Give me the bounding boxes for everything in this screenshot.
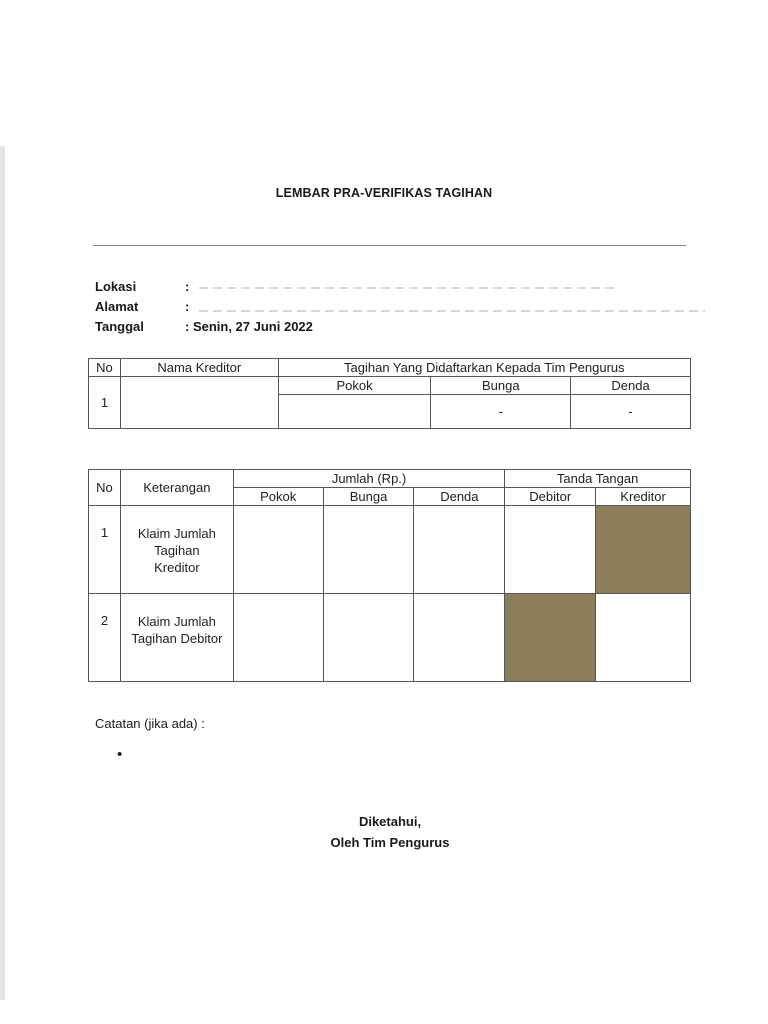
t2-header-debitor: Debitor: [505, 488, 596, 506]
ack-line1: Diketahui,: [358, 814, 422, 829]
t1-header-nama-kreditor: Nama Kreditor: [120, 359, 278, 377]
tanggal-label: Tanggal: [95, 319, 144, 334]
t1-header-pokok: Pokok: [278, 377, 431, 395]
t2-header-bunga: Bunga: [323, 488, 414, 506]
lokasi-label: Lokasi: [95, 279, 137, 294]
t2-header-pokok: Pokok: [233, 488, 323, 506]
acknowledgement: [0, 811, 768, 853]
t2-header-no: No: [89, 470, 121, 506]
t2-row1-denda: [414, 506, 505, 594]
t1-row-bunga: -: [431, 395, 571, 429]
t2-row2-debitor-signature-block: [505, 594, 596, 682]
t2-row2-kreditor-signature: [596, 594, 691, 682]
notes-bullet: •: [117, 746, 123, 763]
t2-row2-denda: [414, 594, 505, 682]
t2-row1-pokok: [233, 506, 323, 594]
alamat-redacted-value: [199, 310, 705, 312]
t1-row-no: 1: [89, 377, 121, 429]
t1-header-no: No: [89, 359, 121, 377]
alamat-label: Alamat: [95, 299, 139, 314]
t2-header-tanda-tangan: Tanda Tangan: [505, 470, 691, 488]
t1-header-group: Tagihan Yang Didaftarkan Kepada Tim Pengurus: [278, 359, 690, 377]
notes-label: Catatan (jika ada) :: [95, 716, 205, 731]
document-title: LEMBAR PRA-VERIFIKAS TAGIHAN: [275, 186, 493, 200]
alamat-row: [95, 299, 189, 314]
t1-row-pokok: [278, 395, 431, 429]
t2-header-jumlah: Jumlah (Rp.): [233, 470, 504, 488]
tanggal-row: [95, 319, 313, 334]
t2-header-keterangan: Keterangan: [120, 470, 233, 506]
title-divider: [93, 245, 686, 246]
t2-row1-kreditor-signature-block: [596, 506, 691, 594]
t1-row-denda: -: [571, 395, 691, 429]
t2-row2-no: 2: [89, 594, 121, 682]
t2-header-denda: Denda: [414, 488, 505, 506]
table-row: [89, 506, 691, 594]
table-row: [89, 594, 691, 682]
tanggal-value: : Senin, 27 Juni 2022: [185, 319, 313, 334]
t2-row1-no: 1: [89, 506, 121, 594]
t2-row1-keterangan-line2: Tagihan: [154, 543, 200, 558]
t2-row1-keterangan-line3: Kreditor: [154, 560, 200, 575]
ack-line2: Oleh Tim Pengurus: [330, 835, 450, 850]
t1-header-bunga: Bunga: [431, 377, 571, 395]
t1-header-denda: Denda: [571, 377, 691, 395]
t2-row1-debitor-signature: [505, 506, 596, 594]
t2-row2-keterangan-line2: Tagihan Debitor: [131, 631, 223, 646]
t2-row2-keterangan: [120, 594, 233, 682]
alamat-sep: :: [185, 299, 190, 314]
t2-row2-bunga: [323, 594, 414, 682]
lokasi-row: [95, 279, 189, 294]
t1-row-nama-kreditor-redacted: [120, 377, 278, 429]
t2-row2-keterangan-line1: Klaim Jumlah: [137, 614, 216, 629]
t2-header-kreditor: Kreditor: [596, 488, 691, 506]
verification-table: [88, 469, 691, 682]
lokasi-sep: :: [185, 279, 190, 294]
lokasi-redacted-value: [199, 287, 619, 289]
t2-row1-keterangan: [120, 506, 233, 594]
t2-row2-pokok: [233, 594, 323, 682]
creditor-claims-table: [88, 358, 691, 429]
page-left-edge: [0, 146, 5, 1000]
t2-row1-keterangan-line1: Klaim Jumlah: [137, 526, 216, 541]
t2-row1-bunga: [323, 506, 414, 594]
